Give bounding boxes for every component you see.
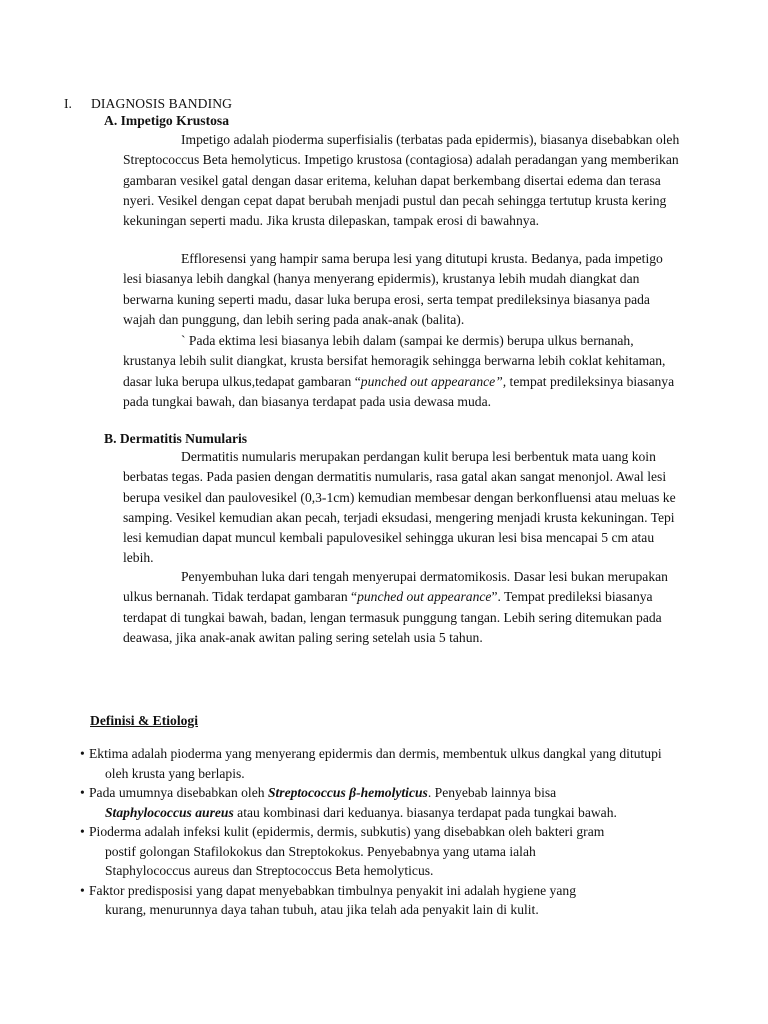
list-item-continuation	[89, 803, 700, 823]
list-item-text: atau kombinasi dari keduanya. biasanya terdapat pada tungkai bawah.	[233, 804, 617, 820]
list-item-text: Ektima adalah pioderma yang menyerang epidermis dan dermis, membentuk ulkus dangkal yang ditutupi	[89, 746, 662, 761]
list-item	[80, 822, 700, 881]
list-item	[80, 744, 700, 783]
bullet-icon: •	[80, 785, 85, 800]
definisi-heading: Definisi & Etiologi	[90, 713, 198, 728]
bold-italic-term: Staphylococcus aureus	[105, 804, 234, 820]
section-title: DIAGNOSIS BANDING	[91, 96, 233, 111]
list-item-text: Faktor predisposisi yang dapat menyebabkan timbulnya penyakit ini adalah hygiene yang	[89, 882, 576, 898]
text-segment: tempat predileksinya biasanya pada tungkai bawah, dan biasanya terdapat pada usia dewasa muda.	[123, 373, 675, 409]
subheading-dermatitis: B. Dermatitis Numularis	[104, 431, 248, 446]
list-item-text: oleh krusta yang berlapis.	[105, 765, 245, 781]
list-item	[80, 783, 700, 822]
bullet-icon: •	[80, 882, 85, 898]
list-item-text: Pioderma adalah infeksi kulit (epidermis, dermis, subkutis) yang disebabkan oleh bakteri gram	[89, 824, 605, 839]
italic-term: punched out appearance	[357, 589, 492, 605]
definisi-bullet-list	[80, 744, 700, 920]
bullet-icon: •	[80, 824, 85, 839]
list-item-text: Pada umumnya disebabkan oleh	[89, 785, 268, 800]
italic-term: punched out appearance”,	[360, 373, 507, 389]
list-item-text: Staphylococcus aureus dan Streptococcus Beta hemolyticus.	[105, 863, 434, 878]
bold-italic-term: Streptococcus β-hemolyticus	[267, 785, 428, 800]
list-item-text: kurang, menurunnya daya tahan tubuh, atau jika telah ada penyakit lain di kulit.	[105, 902, 539, 917]
paragraph-ektima-comparison	[123, 331, 681, 412]
section-number: I.	[64, 96, 72, 111]
paragraph-dermatitis-healing	[123, 567, 681, 648]
list-item-text: . Penyebab lainnya bisa	[427, 785, 557, 800]
paragraph-dermatitis-definition: Dermatitis numularis merupakan perdangan kulit berupa lesi berbentuk mata uang koin berbatas tegas. Pada pasien dengan dermatitis numularis, rasa gatal akan sangat menonjol. Awal lesi berupa vesikel dan paulovesikel (0,3-1cm) kemudian membesar dengan berkonfluensi atau meluas ke samping. Vesikel kemudian akan pecah, terjadi eksudasi, mengering menjadi krusta kekuningan. Tepi lesi kemudian dapat muncul kembali papulovesikel sehingga ukuran lesi bisa mencapai 5 cm atau lebih.	[123, 449, 676, 566]
list-item-text: postif golongan Stafilokokus dan Streptokokus. Penyebabnya yang utama ialah	[105, 843, 536, 859]
text-segment: ”. Tempat predileksi biasanya terdapat di tungkai bawah, badan, lengan termasuk punggung tangan. Lebih sering ditemukan pada deawasa, jika anak-anak awitan paling sering setelah usia 5 tahun.	[123, 589, 662, 645]
paragraph-impetigo-definition: Impetigo adalah pioderma superfisialis (terbatas pada epidermis), biasanya disebabkan oleh Streptococcus Beta hemolyticus. Impetigo krustosa (contagiosa) adalah peradangan yang memberikan gambaran vesikel gatal dengan dasar eritema, keluhan dapat berkembang disertai edema dan terasa nyeri. Vesikel dengan cepat dapat berubah menjadi pustul dan pecah sehingga tertutup krusta kering kekuningan seperti madu. Jika krusta dilepaskan, tampak erosi di bawahnya.	[123, 132, 680, 229]
text-segment: ` Pada ektima lesi biasanya lebih dalam (sampai ke dermis) berupa ulkus bernanah, krustanya lebih sulit diangkat, krusta bersifat hemoragik sehingga berwarna lebih coklat kehitaman, dasar luka berupa ulkus,tedapat gambaran “	[123, 333, 666, 389]
subheading-impetigo: A. Impetigo Krustosa	[104, 113, 229, 128]
list-item	[80, 881, 700, 920]
paragraph-impetigo-efflorescence: Effloresensi yang hampir sama berupa lesi yang ditutupi krusta. Bedanya, pada impetigo lesi biasanya lebih dangkal (hanya menyerang epidermis), krustanya lebih mudah diangkat dan berwarna kuning seperti madu, dasar luka berupa erosi, serta tempat predileksinya biasanya pada wajah dan punggung, dan lebih sering pada anak-anak (balita).	[123, 251, 663, 327]
bullet-icon: •	[80, 746, 85, 761]
text-segment: Penyembuhan luka dari tengah menyerupai dermatomikosis. Dasar lesi bukan merupakan ulkus bernanah. Tidak terdapat gambaran “	[123, 569, 668, 605]
